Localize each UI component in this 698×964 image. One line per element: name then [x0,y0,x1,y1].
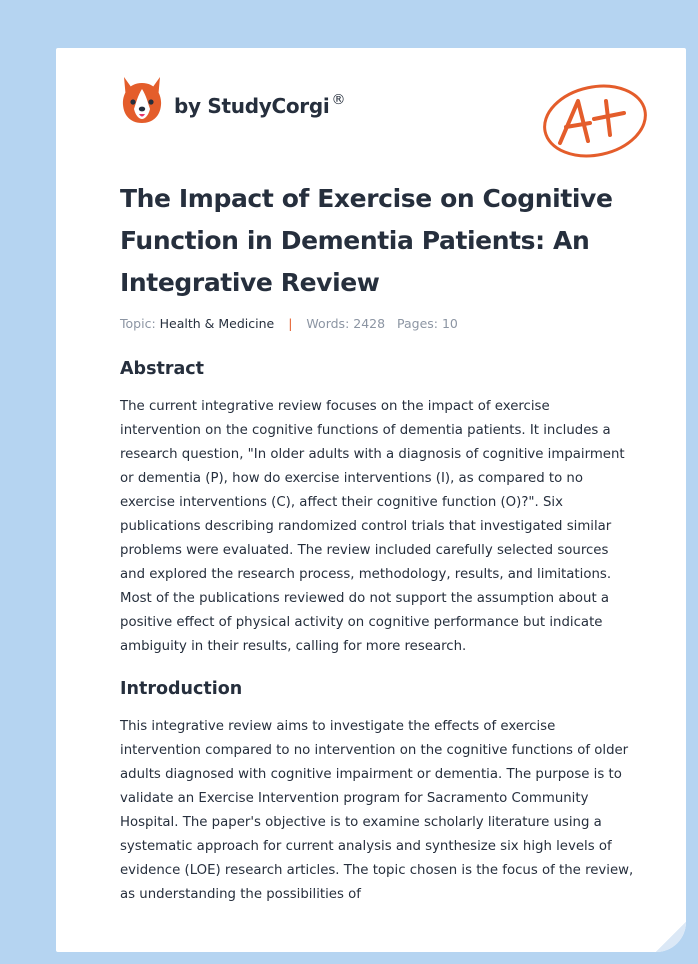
paper-meta [120,316,634,331]
corgi-logo-icon [120,75,164,125]
header [120,75,660,155]
page-corner-fold [656,922,686,952]
registered-mark: ® [331,92,346,108]
introduction-heading: Introduction [120,679,243,699]
pages-count: 10 [441,316,458,331]
a-plus-stamp-icon [540,83,650,163]
words-count: 2428 [353,316,386,331]
introduction-body: This integrative review aims to investigate the effects of exercise intervention compared to no intervention on the cognitive functions of older adults diagnosed with cognitive impairment or dementia. The purpose is to validate an Exercise Intervention program for Sacramento Community Hospital. The paper's objective is to examine scholarly literature using a systematic approach for current analysis and synthesize six high levels of evidence (LOE) research articles. The topic chosen is the focus of the review, as understanding the possibilities of [120,719,634,902]
topic-label: Topic: [120,316,156,331]
document-page [56,48,686,952]
pages-label: Pages: [397,316,438,331]
topic-link[interactable]: Health & Medicine [159,316,275,331]
brand-name[interactable]: by StudyCorgi ® [174,92,346,118]
document-content [120,178,634,907]
meta-separator: | [288,316,293,331]
words-label: Words: [306,316,350,331]
abstract-heading: Abstract [120,359,205,379]
page-title: The Impact of Exercise on Cognitive Function in Dementia Patients: An Integrative Review [120,184,613,297]
abstract-body: The current integrative review focuses on the impact of exercise intervention on the cognitive functions of dementia patients. It includes a research question, "In older adults with a diagnosis of cognitive impairment or dementia (P), how do exercise interventions (I), as compared to no exercise interventions (C), affect their cognitive function (O)?". Six publications describing randomized control trials that investigated similar problems were evaluated. The review included carefully selected sources and explored the research process, methodology, results, and limitations. Most of the publications reviewed do not support the assumption about a positive effect of physical activity on cognitive performance but indicate ambiguity in their results, calling for more research. [120,399,625,654]
